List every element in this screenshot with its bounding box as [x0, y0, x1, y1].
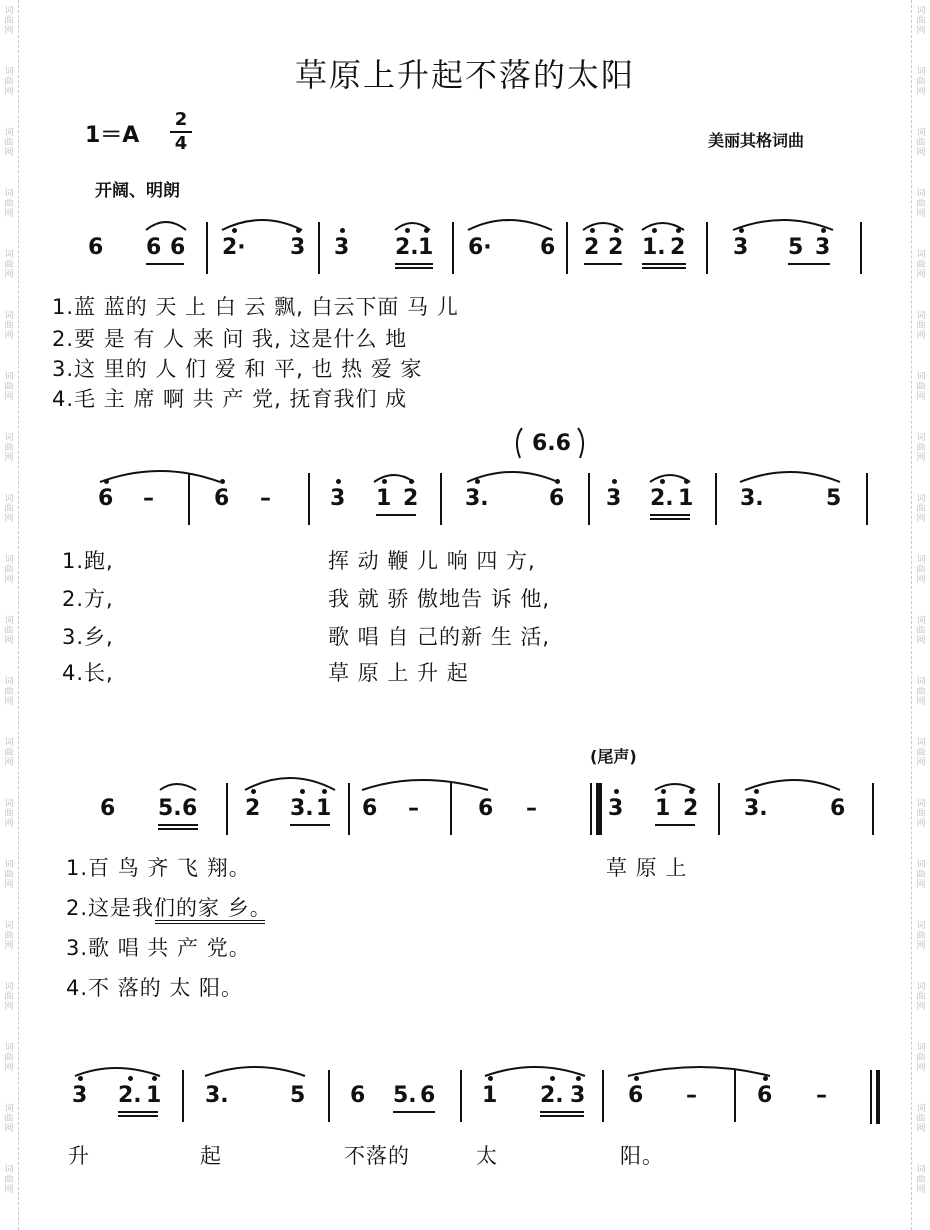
note	[245, 797, 260, 821]
note	[146, 1084, 161, 1108]
watermark: 词 曲 网	[4, 433, 14, 463]
composer-credit: 美丽其格词曲	[708, 131, 805, 150]
note	[290, 797, 314, 821]
watermark: 词 曲 网	[4, 616, 14, 646]
bar-line	[318, 222, 320, 274]
note	[260, 487, 271, 511]
note-digit: 6	[362, 796, 378, 821]
note-digit: 1	[655, 796, 671, 821]
lyric-line: 挥 动 鞭 儿 响 四 方,	[328, 549, 536, 573]
watermark: 词 曲 网	[916, 67, 926, 97]
bar-line	[328, 1070, 330, 1122]
underline-beam	[118, 1111, 158, 1113]
note-digit: –	[686, 1083, 697, 1108]
slur	[160, 784, 196, 790]
bar-line	[588, 473, 590, 525]
note-digit: 3	[290, 235, 306, 260]
note	[608, 236, 623, 260]
underline-beam	[788, 263, 830, 265]
watermark: 词 曲 网	[916, 433, 926, 463]
note-digit: –	[526, 796, 537, 821]
note	[465, 487, 489, 511]
slur	[146, 222, 186, 230]
note	[222, 236, 246, 260]
watermark: 词 曲 网	[4, 494, 14, 524]
underline-beam	[540, 1111, 584, 1113]
watermark: 词 曲 网	[4, 311, 14, 341]
bar-line	[452, 222, 454, 274]
note-digit: 2	[245, 796, 261, 821]
note-digit: 3.	[740, 486, 764, 511]
note	[815, 236, 830, 260]
time-bottom: 4	[174, 133, 188, 154]
watermark: 词 曲 网	[4, 6, 14, 36]
note-digit: 3	[334, 235, 350, 260]
note-digit: 5.	[158, 796, 182, 821]
lyric-line: 1.百 鸟 齐 飞 翔。	[66, 856, 251, 880]
watermark: 词 曲 网	[916, 494, 926, 524]
underline-beam	[146, 263, 184, 265]
underline-beam	[650, 514, 690, 516]
bar-line	[718, 783, 720, 835]
note-digit: –	[143, 486, 154, 511]
note	[468, 236, 492, 260]
note-digit: 1	[678, 486, 694, 511]
watermark: 词 曲 网	[4, 67, 14, 97]
slur	[467, 472, 558, 482]
lyric-line: 起	[200, 1144, 222, 1168]
note	[642, 236, 666, 260]
note	[418, 236, 433, 260]
octave-up-dot	[614, 789, 619, 794]
lyric-line: 草 原 上	[606, 856, 688, 880]
alternate-notes: 6.6	[532, 431, 571, 456]
lyric-line: 太	[476, 1144, 498, 1168]
octave-up-dot	[424, 228, 429, 233]
note	[744, 797, 768, 821]
bar-line	[188, 473, 190, 525]
octave-up-dot	[739, 228, 744, 233]
note	[526, 797, 537, 821]
note	[143, 487, 154, 511]
note-digit: 6	[214, 486, 230, 511]
note-digit: 3	[608, 796, 624, 821]
bar-line	[566, 222, 568, 274]
note-digit: 2·	[222, 235, 246, 260]
note	[540, 236, 555, 260]
slur	[362, 780, 488, 790]
watermark: 词 曲 网	[916, 6, 926, 36]
watermark: 词 曲 网	[916, 555, 926, 585]
note	[118, 1084, 142, 1108]
octave-up-dot	[152, 1076, 157, 1081]
lyric-line: 2.这是我们的家 乡。	[66, 896, 272, 920]
note	[362, 797, 377, 821]
watermark: 词 曲 网	[4, 189, 14, 219]
note-digit: 2	[584, 235, 600, 260]
note	[757, 1084, 772, 1108]
underline-beam	[158, 828, 198, 830]
note	[290, 236, 305, 260]
repeat-bar	[596, 783, 600, 835]
bar-line	[734, 1070, 736, 1122]
watermark: 词 曲 网	[916, 921, 926, 951]
note-digit: 3	[330, 486, 346, 511]
note-digit: 2.	[395, 235, 419, 260]
note-digit: 5	[788, 235, 804, 260]
octave-up-dot	[590, 228, 595, 233]
octave-up-dot	[754, 789, 759, 794]
lyric-underline	[155, 920, 265, 921]
octave-up-dot	[660, 479, 665, 484]
note	[350, 1084, 365, 1108]
watermark: 词 曲 网	[916, 128, 926, 158]
lyric-line: 升	[68, 1144, 90, 1168]
note-digit: 2.	[118, 1083, 142, 1108]
note	[788, 236, 803, 260]
note	[146, 236, 161, 260]
note	[670, 236, 685, 260]
note-digit: 1.	[642, 235, 666, 260]
underline-beam	[540, 1115, 584, 1117]
note-digit: 3.	[744, 796, 768, 821]
note-digit: 6	[757, 1083, 773, 1108]
watermark: 词 曲 网	[916, 738, 926, 768]
watermark: 词 曲 网	[916, 616, 926, 646]
note	[733, 236, 748, 260]
note-digit: 6	[100, 796, 116, 821]
underline-beam	[584, 263, 622, 265]
time-top: 2	[174, 109, 188, 130]
octave-up-dot	[382, 479, 387, 484]
final-bar	[870, 1070, 872, 1124]
coda-label: (尾声)	[590, 747, 637, 766]
underline-beam	[642, 267, 686, 269]
octave-up-dot	[251, 789, 256, 794]
repeat-bar	[590, 783, 592, 835]
note-digit: 3.	[465, 486, 489, 511]
note-digit: 6	[420, 1083, 436, 1108]
note-digit: 6	[830, 796, 846, 821]
octave-up-dot	[300, 789, 305, 794]
octave-up-dot	[104, 479, 109, 484]
watermark: 词 曲 网	[4, 799, 14, 829]
octave-up-dot	[550, 1076, 555, 1081]
lyric-underline	[155, 923, 265, 924]
note-digit: 1	[316, 796, 332, 821]
note-digit: 2	[670, 235, 686, 260]
watermark: 词 曲 网	[916, 250, 926, 280]
note	[376, 487, 391, 511]
note-digit: 3	[733, 235, 749, 260]
bar-line	[206, 222, 208, 274]
time-signature	[170, 110, 192, 154]
lyric-line: 1.跑,	[62, 549, 114, 573]
bar-line	[872, 783, 874, 835]
note-digit: 2.	[540, 1083, 564, 1108]
note-digit: 6	[540, 235, 556, 260]
note	[826, 487, 841, 511]
octave-up-dot	[336, 479, 341, 484]
watermark: 词 曲 网	[916, 311, 926, 341]
underline-beam	[655, 824, 695, 826]
note-digit: 6	[146, 235, 162, 260]
slur	[75, 1068, 160, 1076]
note	[408, 797, 419, 821]
lyric-line: 歌 唱 自 己的新 生 活,	[328, 625, 551, 649]
note	[393, 1084, 417, 1108]
underline-beam	[395, 267, 433, 269]
slur	[740, 472, 840, 482]
bar-line	[715, 473, 717, 525]
note	[606, 487, 621, 511]
note-digit: 6	[628, 1083, 644, 1108]
note-digit: 6	[350, 1083, 366, 1108]
note	[158, 797, 182, 821]
note-digit: 3	[815, 235, 831, 260]
underline-beam	[650, 518, 690, 520]
underline-beam	[118, 1115, 158, 1117]
note-digit: 1	[146, 1083, 162, 1108]
lyric-line: 4.长,	[62, 661, 114, 685]
note	[205, 1084, 229, 1108]
octave-up-dot	[296, 228, 301, 233]
note	[88, 236, 103, 260]
watermark: 词 曲 网	[4, 555, 14, 585]
octave-up-dot	[821, 228, 826, 233]
note-digit: 6	[182, 796, 198, 821]
bar-line	[866, 473, 868, 525]
octave-up-dot	[409, 479, 414, 484]
lyric-line: 不落的	[344, 1144, 410, 1168]
note	[330, 487, 345, 511]
lyric-line: 4.不 落的 太 阳。	[66, 976, 244, 1000]
note	[816, 1084, 827, 1108]
watermark: 词 曲 网	[916, 982, 926, 1012]
lyric-line: 4.毛 主 席 啊 共 产 党, 抚育我们 成	[52, 387, 408, 411]
bar-line	[348, 783, 350, 835]
note-digit: 3	[570, 1083, 586, 1108]
bar-line	[308, 473, 310, 525]
note-digit: –	[816, 1083, 827, 1108]
note	[482, 1084, 497, 1108]
watermark: 词 曲 网	[4, 1043, 14, 1073]
paren-left	[517, 428, 522, 458]
lyric-line: 我 就 骄 傲地告 诉 他,	[328, 587, 551, 611]
lyric-line: 阳。	[620, 1144, 664, 1168]
note	[182, 797, 197, 821]
note	[830, 797, 845, 821]
octave-up-dot	[661, 789, 666, 794]
note-digit: 1	[376, 486, 392, 511]
note-digit: 6	[549, 486, 565, 511]
octave-up-dot	[576, 1076, 581, 1081]
tempo-marking: 开阔、明朗	[95, 181, 180, 201]
octave-up-dot	[763, 1076, 768, 1081]
note	[100, 797, 115, 821]
note-digit: 6	[478, 796, 494, 821]
note	[608, 797, 623, 821]
bar-line	[460, 1070, 462, 1122]
watermark: 词 曲 网	[916, 189, 926, 219]
bar-line	[600, 783, 602, 835]
lyric-line: 3.这 里的 人 们 爱 和 平, 也 热 爱 家	[52, 357, 423, 381]
note-digit: –	[260, 486, 271, 511]
octave-up-dot	[488, 1076, 493, 1081]
underline-beam	[290, 824, 330, 826]
note-digit: 3.	[205, 1083, 229, 1108]
bar-line	[602, 1070, 604, 1122]
slur	[245, 778, 335, 790]
key-signature: 1＝A	[85, 123, 140, 148]
octave-up-dot	[405, 228, 410, 233]
watermark: 词 曲 网	[4, 921, 14, 951]
watermark: 词 曲 网	[916, 1043, 926, 1073]
watermark: 词 曲 网	[916, 799, 926, 829]
octave-up-dot	[340, 228, 345, 233]
octave-up-dot	[78, 1076, 83, 1081]
watermark: 词 曲 网	[4, 1104, 14, 1134]
octave-up-dot	[612, 479, 617, 484]
note-digit: 5.	[393, 1083, 417, 1108]
slur	[485, 1067, 585, 1076]
note	[678, 487, 693, 511]
note-digit: 5	[290, 1083, 306, 1108]
final-bar	[876, 1070, 880, 1124]
note	[683, 797, 698, 821]
note	[170, 236, 185, 260]
note-digit: 3	[72, 1083, 88, 1108]
slur	[100, 471, 220, 482]
note-digit: 6	[170, 235, 186, 260]
octave-up-dot	[555, 479, 560, 484]
watermark: 词 曲 网	[916, 677, 926, 707]
octave-up-dot	[634, 1076, 639, 1081]
bar-line	[860, 222, 862, 274]
note	[420, 1084, 435, 1108]
watermark: 词 曲 网	[916, 1104, 926, 1134]
slur	[205, 1067, 305, 1076]
watermark: 词 曲 网	[4, 1165, 14, 1195]
bar-line	[450, 783, 452, 835]
note-digit: 2	[403, 486, 419, 511]
watermark: 词 曲 网	[4, 677, 14, 707]
lyric-line: 草 原 上 升 起	[328, 661, 469, 685]
octave-up-dot	[232, 228, 237, 233]
octave-up-dot	[220, 479, 225, 484]
note	[650, 487, 674, 511]
slur	[733, 220, 833, 230]
octave-up-dot	[614, 228, 619, 233]
underline-beam	[158, 824, 198, 826]
octave-up-dot	[676, 228, 681, 233]
note	[584, 236, 599, 260]
paren-right	[578, 428, 583, 458]
slur	[745, 780, 840, 790]
watermark: 词 曲 网	[916, 1165, 926, 1195]
note	[740, 487, 764, 511]
lyric-line: 2.要 是 有 人 来 问 我, 这是什么 地	[52, 327, 408, 351]
note-digit: 2	[608, 235, 624, 260]
octave-up-dot	[684, 479, 689, 484]
watermark: 词 曲 网	[4, 860, 14, 890]
underline-beam	[395, 263, 433, 265]
note	[478, 797, 493, 821]
note-digit: 3.	[290, 796, 314, 821]
bar-line	[706, 222, 708, 274]
note-digit: 1	[482, 1083, 498, 1108]
lyric-line: 1.蓝 蓝的 天 上 白 云 飘, 白云下面 马 儿	[52, 295, 459, 319]
note	[655, 797, 670, 821]
underline-beam	[376, 514, 416, 516]
note	[403, 487, 418, 511]
note	[549, 487, 564, 511]
slur	[468, 220, 552, 230]
note	[628, 1084, 643, 1108]
watermark: 词 曲 网	[4, 128, 14, 158]
note	[334, 236, 349, 260]
note-digit: 5	[826, 486, 842, 511]
lyric-line: 3.歌 唱 共 产 党。	[66, 936, 251, 960]
note-digit: 6·	[468, 235, 492, 260]
octave-up-dot	[652, 228, 657, 233]
note-digit: 1	[418, 235, 434, 260]
octave-up-dot	[128, 1076, 133, 1081]
underline-beam	[393, 1111, 435, 1113]
lyric-line: 2.方,	[62, 587, 114, 611]
note	[214, 487, 229, 511]
note	[395, 236, 419, 260]
note	[686, 1084, 697, 1108]
watermark: 词 曲 网	[4, 372, 14, 402]
note	[72, 1084, 87, 1108]
watermark: 词 曲 网	[4, 250, 14, 280]
note	[570, 1084, 585, 1108]
note-digit: 2.	[650, 486, 674, 511]
note	[540, 1084, 564, 1108]
bar-line	[440, 473, 442, 525]
note	[98, 487, 113, 511]
watermark: 词 曲 网	[916, 372, 926, 402]
lyric-line: 3.乡,	[62, 625, 114, 649]
octave-up-dot	[322, 789, 327, 794]
note	[316, 797, 331, 821]
note-digit: –	[408, 796, 419, 821]
slur	[628, 1067, 770, 1076]
note-digit: 6	[88, 235, 104, 260]
bar-line	[226, 783, 228, 835]
note-digit: 3	[606, 486, 622, 511]
octave-up-dot	[475, 479, 480, 484]
watermark: 词 曲 网	[916, 860, 926, 890]
watermark: 词 曲 网	[4, 982, 14, 1012]
watermark: 词 曲 网	[4, 738, 14, 768]
note-digit: 6	[98, 486, 114, 511]
note	[290, 1084, 305, 1108]
note-digit: 2	[683, 796, 699, 821]
song-title: 草原上升起不落的太阳	[294, 56, 635, 94]
octave-up-dot	[689, 789, 694, 794]
bar-line	[182, 1070, 184, 1122]
underline-beam	[642, 263, 686, 265]
